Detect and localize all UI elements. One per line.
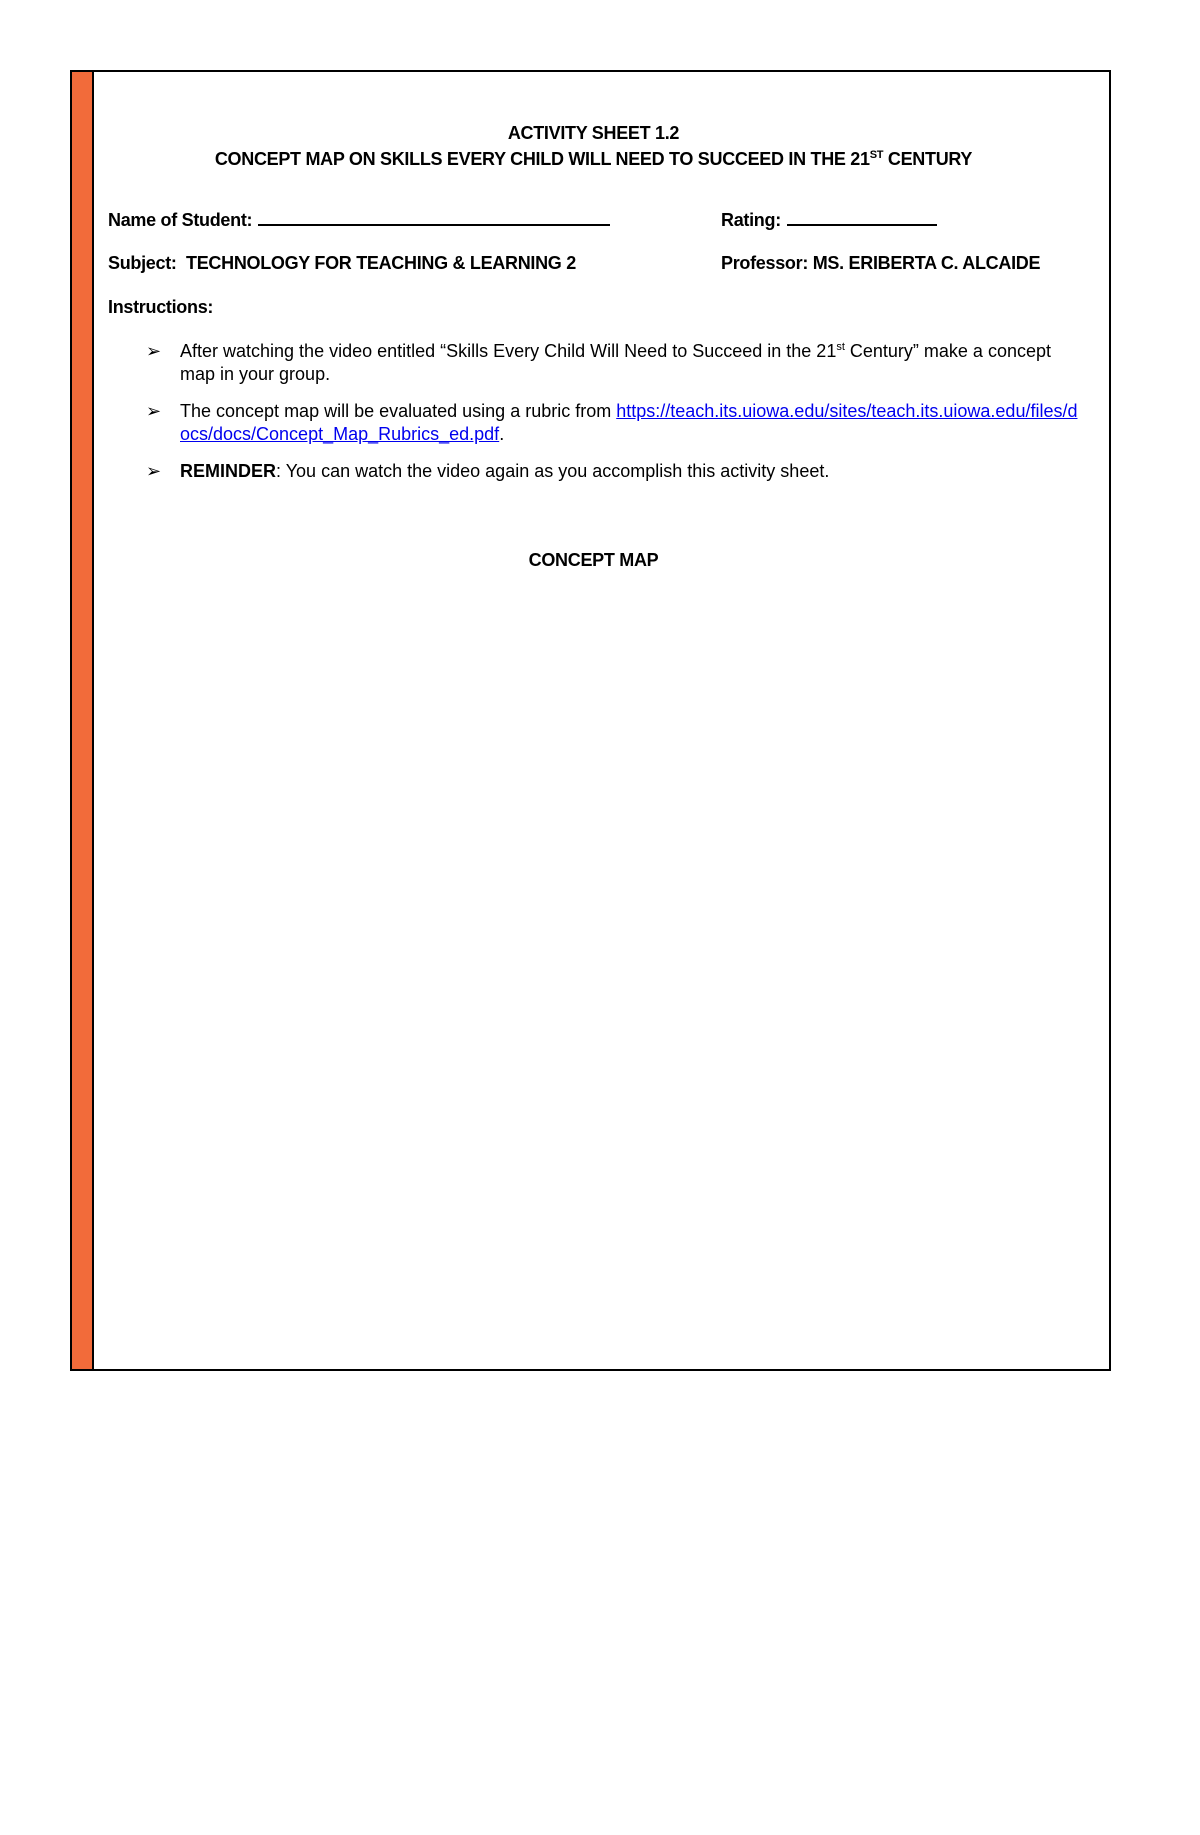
rating-blank[interactable]	[787, 210, 937, 226]
arrow-bullet-icon: ➢	[146, 401, 162, 421]
subtitle-end: CENTURY	[883, 149, 973, 169]
accent-bar	[72, 72, 94, 1369]
activity-sheet	[70, 70, 1111, 1371]
instructions-label: Instructions:	[108, 297, 214, 317]
arrow-bullet-icon: ➢	[146, 341, 162, 361]
student-name-blank[interactable]	[258, 210, 610, 226]
subtitle-superscript: ST	[869, 149, 884, 161]
subject-field	[108, 253, 576, 274]
activity-subtitle	[108, 146, 1079, 172]
instruction-item-1	[146, 340, 1079, 386]
professor-field	[721, 253, 1040, 274]
subject-value: TECHNOLOGY FOR TEACHING & LEARNING 2	[186, 253, 576, 273]
arrow-bullet-icon: ➢	[146, 461, 162, 481]
subject-label: Subject:	[108, 253, 177, 273]
professor-value: MS. ERIBERTA C. ALCAIDE	[812, 253, 1041, 273]
professor-label: Professor:	[721, 253, 809, 273]
title-block	[108, 120, 1079, 172]
instructions-list	[146, 340, 1079, 497]
instruction-2-text: The concept map will be evaluated using a rubric from	[180, 401, 617, 421]
instruction-item-3	[146, 460, 1079, 483]
concept-map-area[interactable]	[108, 592, 1079, 1349]
rating-field	[721, 210, 937, 231]
activity-title: ACTIVITY SHEET 1.2	[507, 123, 680, 143]
rating-label: Rating:	[721, 210, 781, 230]
student-name-label: Name of Student:	[108, 210, 253, 230]
reminder-label: REMINDER	[180, 461, 277, 481]
instruction-1-end: Century” make a concept map in your group.	[180, 341, 1051, 384]
concept-map-heading: CONCEPT MAP	[528, 550, 659, 570]
reminder-text: : You can watch the video again as you accomplish this activity sheet.	[276, 461, 830, 481]
rubric-link[interactable]: https://teach.its.uiowa.edu/sites/teach.its.uiowa.edu/files/docs/docs/Concept_Map_Rubrics_ed.pdf	[180, 401, 1078, 444]
instruction-1-superscript: st	[836, 341, 845, 353]
student-name-field	[108, 210, 610, 231]
instruction-2-end: .	[499, 424, 505, 444]
instruction-1-text: After watching the video entitled “Skills Every Child Will Need to Succeed in the 21	[180, 341, 837, 361]
subtitle-main: CONCEPT MAP ON SKILLS EVERY CHILD WILL NEED TO SUCCEED IN THE 21	[214, 149, 870, 169]
instruction-item-2	[146, 400, 1079, 446]
sheet-content	[108, 72, 1079, 1369]
